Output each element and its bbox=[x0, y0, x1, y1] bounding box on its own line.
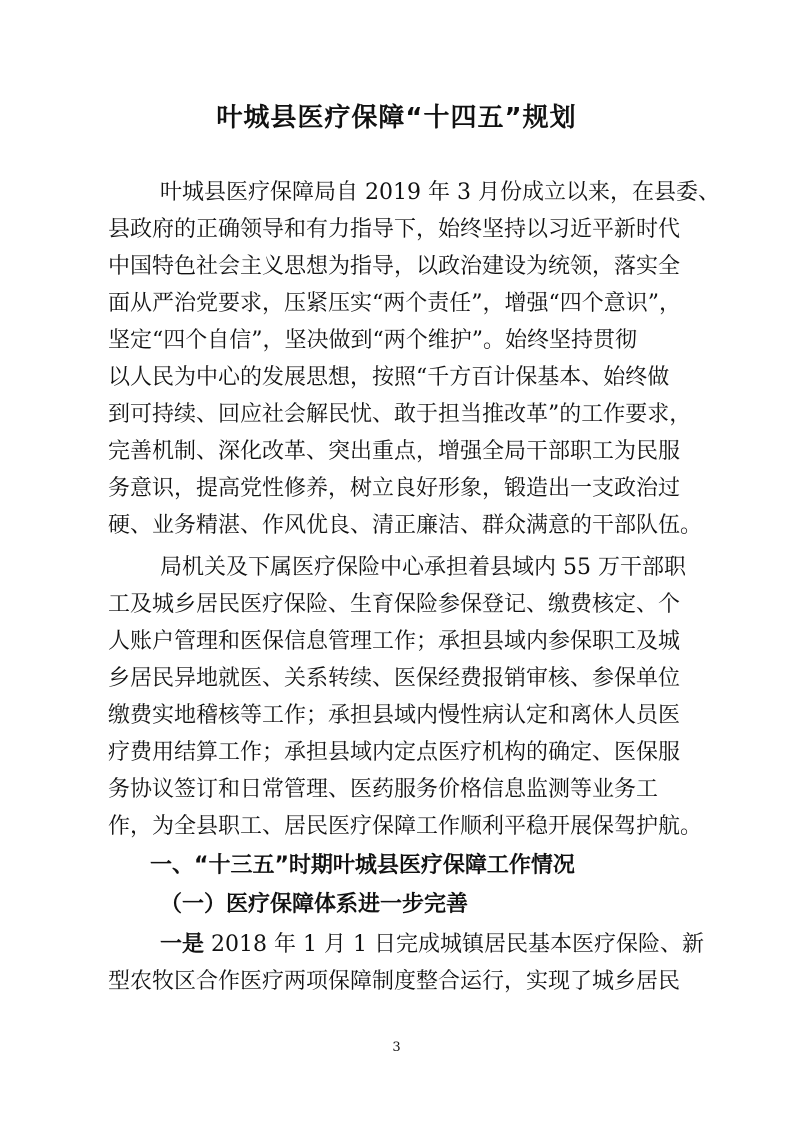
text-line: 型农牧区合作医疗两项保障制度整合运行，实现了城乡居民 bbox=[108, 969, 681, 994]
text-line: 以人民为中心的发展思想，按照“千方百计保基本、始终做 bbox=[108, 365, 670, 390]
text-line: 叶城县医疗保障局自 2019 年 3 月份成立以来，在县委、 bbox=[160, 180, 720, 205]
text-line: 工及城乡居民医疗保险、生育保险参保登记、缴费核定、个 bbox=[108, 592, 681, 617]
text-line: 坚定“四个自信”，坚决做到“两个维护”。始终坚持贯彻 bbox=[108, 328, 637, 353]
text-line: 疗费用结算工作；承担县域内定点医疗机构的确定、医保服 bbox=[108, 740, 681, 765]
subsection-heading: （一）医疗保障体系进一步完善 bbox=[160, 891, 469, 917]
text-line: 面从严治党要求，压紧压实“两个责任”，增强“四个意识”， bbox=[108, 291, 681, 316]
text-line: 县政府的正确领导和有力指导下，始终坚持以习近平新时代 bbox=[108, 217, 681, 242]
text-line: 务协议签订和日常管理、医药服务价格信息监测等业务工 bbox=[108, 777, 659, 802]
point-text: 2018 年 1 月 1 日完成城镇居民基本医疗保险、新 bbox=[204, 932, 704, 957]
point-lead: 一是 bbox=[160, 932, 205, 957]
text-line: 务意识，提高党性修养，树立良好形象，锻造出一支政治过 bbox=[108, 476, 681, 501]
page-title: 叶城县医疗保障“十四五”规划 bbox=[216, 103, 577, 133]
section-heading: 一、“十三五”时期叶城县医疗保障工作情况 bbox=[150, 853, 575, 878]
text-line: 缴费实地稽核等工作；承担县域内慢性病认定和离休人员医 bbox=[108, 703, 681, 728]
text-line: 人账户管理和医保信息管理工作；承担县域内参保职工及城 bbox=[108, 629, 681, 654]
text-line: 乡居民异地就医、关系转续、医保经费报销审核、参保单位 bbox=[108, 666, 681, 691]
text-line: 完善机制、深化改革、突出重点，增强全局干部职工为民服 bbox=[108, 439, 681, 464]
text-line: 局机关及下属医疗保险中心承担着县域内 55 万干部职 bbox=[160, 555, 686, 580]
text-line: 到可持续、回应社会解民忧、敢于担当推改革”的工作要求， bbox=[108, 402, 692, 427]
text-line: 中国特色社会主义思想为指导，以政治建设为统领，落实全 bbox=[108, 254, 681, 279]
page-number: 3 bbox=[392, 1040, 401, 1055]
text-line: 硬、业务精湛、作风优良、清正廉洁、群众满意的干部队伍。 bbox=[108, 513, 703, 538]
text-line bbox=[160, 930, 704, 960]
text-line: 作，为全县职工、居民医疗保障工作顺利平稳开展保驾护航。 bbox=[108, 814, 703, 839]
